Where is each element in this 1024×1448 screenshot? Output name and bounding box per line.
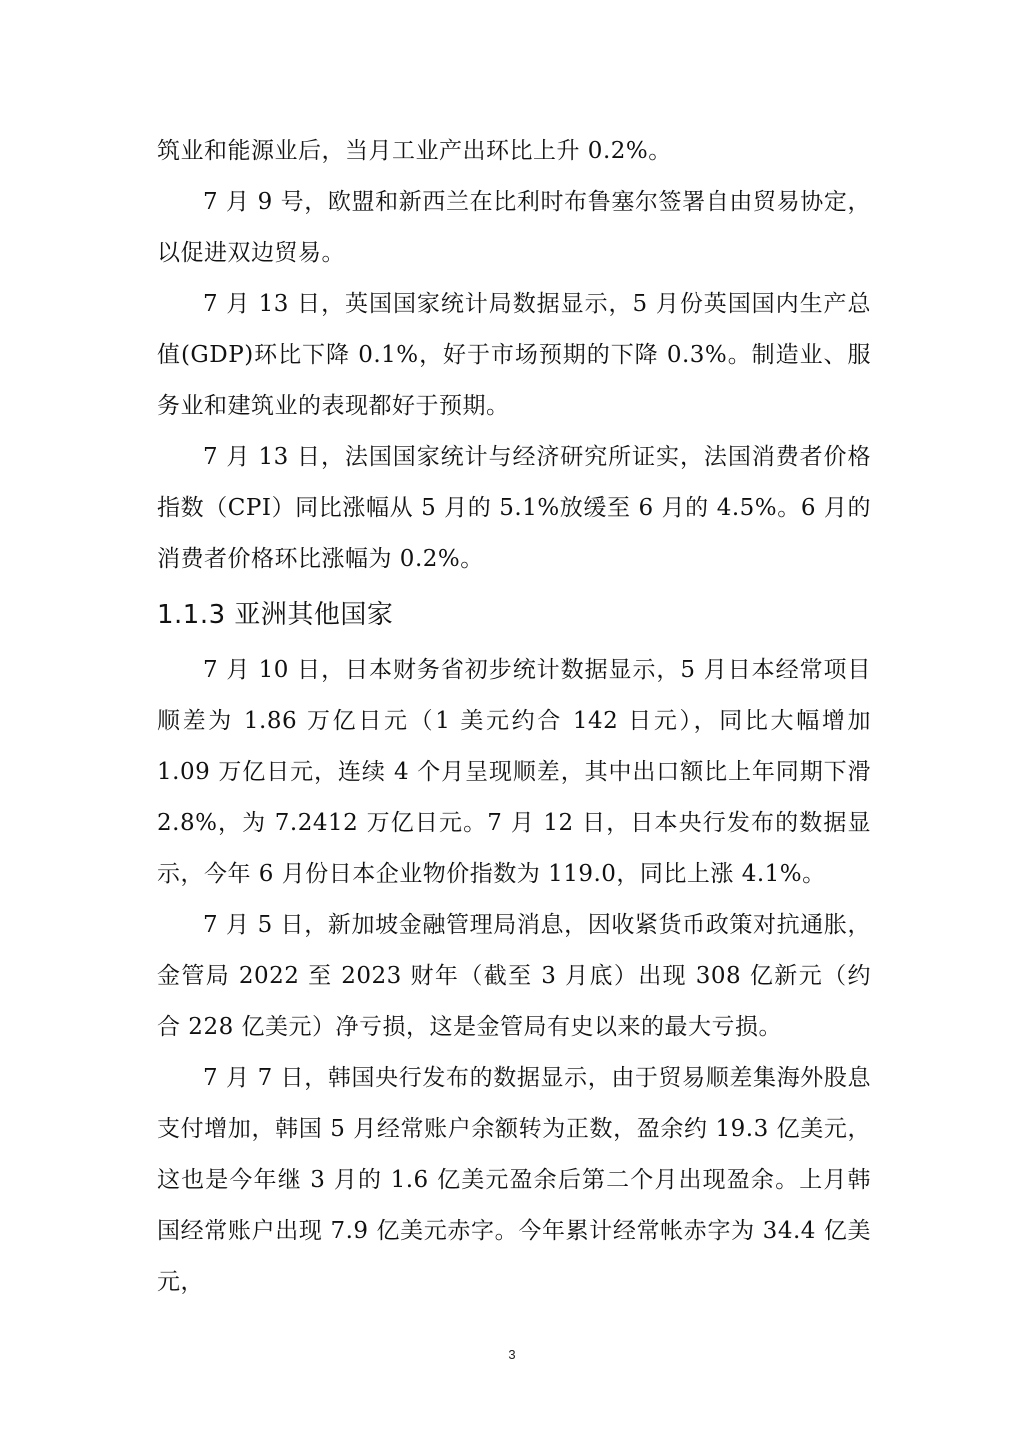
page-number: 3 (508, 1347, 516, 1362)
paragraph-japan: 7 月 10 日，日本财务省初步统计数据显示，5 月日本经常项目顺差为 1.86 万亿日元（1 美元约合 142 日元），同比大幅增加 1.09 万亿日元，连续 4 个月呈现顺差，其中出口额比上年同期下滑 2.8%，为 7.2412 万亿日元。7 月 12 日，日本央行发布的数据显示，今年 6 月份日本企业物价指数为 119.0，同比上涨 4.1%。 (157, 657, 871, 887)
paragraph-eu-nz-trade: 7 月 9 号，欧盟和新西兰在比利时布鲁塞尔签署自由贸易协定，以促进双边贸易。 (157, 189, 871, 266)
paragraph-france-cpi: 7 月 13 日，法国国家统计与经济研究所证实，法国消费者价格指数（CPI）同比涨幅从 5 月的 5.1%放缓至 6 月的 4.5%。6 月的消费者价格环比涨幅为 0.2%。 (157, 444, 871, 572)
paragraph-korea: 7 月 7 日，韩国央行发布的数据显示，由于贸易顺差集海外股息支付增加，韩国 5 月经常账户余额转为正数，盈余约 19.3 亿美元，这也是今年继 3 月的 1.6 亿美元盈余后第二个月出现盈余。上月韩国经常账户出现 7.9 亿美元赤字。今年累计经常帐赤字为 34.4 亿美元， (157, 1065, 871, 1295)
paragraph-continuation: 筑业和能源业后，当月工业产出环比上升 0.2%。 (157, 138, 672, 164)
section-heading: 1.1.3 亚洲其他国家 (157, 600, 394, 630)
document-body (157, 126, 871, 1308)
paragraph-singapore: 7 月 5 日，新加坡金融管理局消息，因收紧货币政策对抗通胀，金管局 2022 至 2023 财年（截至 3 月底）出现 308 亿新元（约合 228 亿美元）净亏损，这是金管局有史以来的最大亏损。 (157, 912, 871, 1040)
paragraph-uk-gdp: 7 月 13 日，英国国家统计局数据显示，5 月份英国国内生产总值(GDP)环比下降 0.1%，好于市场预期的下降 0.3%。制造业、服务业和建筑业的表现都好于预期。 (157, 291, 871, 419)
